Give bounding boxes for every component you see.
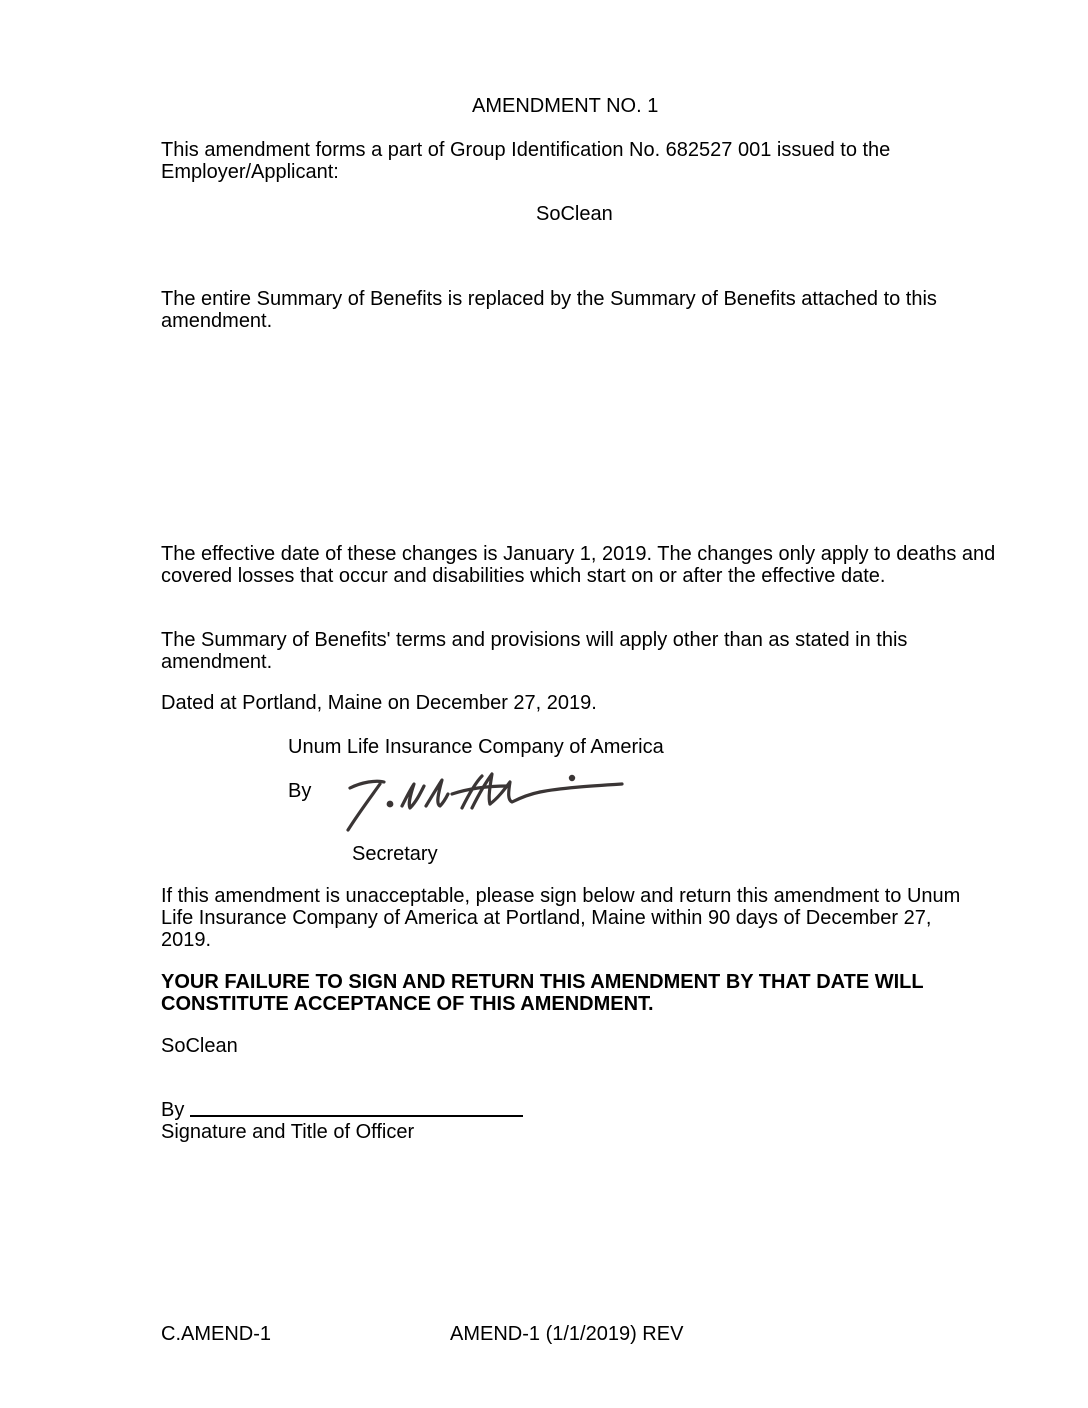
dated-line: Dated at Portland, Maine on December 27, 2019. (161, 692, 597, 714)
signer-title: Secretary (352, 843, 438, 865)
footer-revision: AMEND-1 (1/1/2019) REV (450, 1323, 684, 1345)
signature-line-caption: Signature and Title of Officer (161, 1121, 415, 1143)
employer-name: SoClean (536, 203, 613, 225)
return-notice-paragraph: If this amendment is unacceptable, please sign below and return this amendment to Unum Life Insurance Company of America at Portland, Maine within 90 days of December 27, 2019. (161, 885, 961, 951)
amendment-heading: AMENDMENT NO. 1 (472, 95, 659, 117)
employer-by-label: By (161, 1099, 185, 1121)
insurer-by-label: By (288, 780, 312, 802)
signature-line (190, 1115, 523, 1117)
acceptance-warning: YOUR FAILURE TO SIGN AND RETURN THIS AMENDMENT BY THAT DATE WILL CONSTITUTE ACCEPTANCE OF THIS AMENDMENT. (161, 971, 924, 1015)
insurer-company-name: Unum Life Insurance Company of America (288, 736, 664, 758)
footer-form-code: C.AMEND-1 (161, 1323, 272, 1345)
secretary-signature (340, 768, 630, 834)
replacement-paragraph: The entire Summary of Benefits is replaced by the Summary of Benefits attached to this amendment. (161, 288, 937, 332)
employer-signature-company: SoClean (161, 1035, 238, 1057)
effective-date-paragraph: The effective date of these changes is January 1, 2019. The changes only apply to deaths and covered losses that occur and disabilities which start on or after the effective date. (161, 543, 996, 587)
intro-paragraph: This amendment forms a part of Group Identification No. 682527 001 issued to the Employer/Applicant: (161, 139, 891, 183)
terms-paragraph: The Summary of Benefits' terms and provisions will apply other than as stated in this amendment. (161, 629, 908, 673)
